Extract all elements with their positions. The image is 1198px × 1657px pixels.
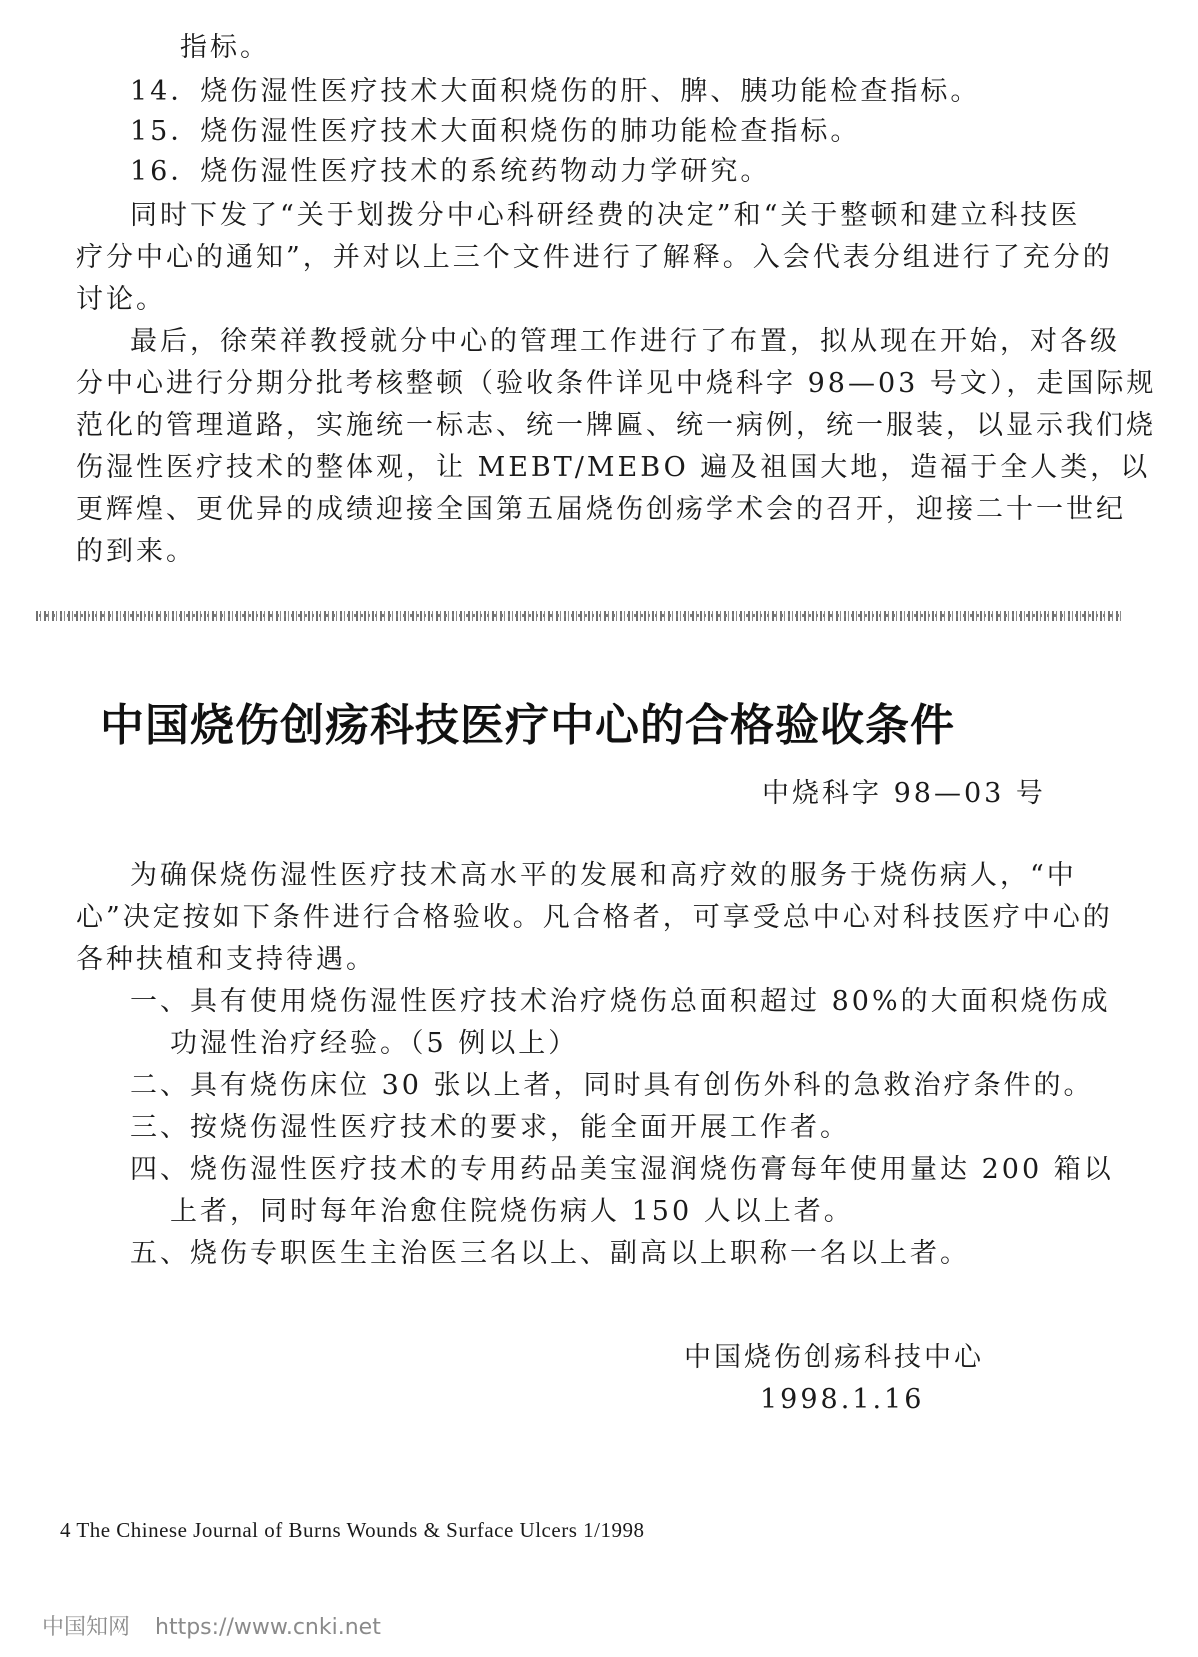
intro-line-1: 为确保烧伤湿性医疗技术高水平的发展和高疗效的服务于烧伤病人，“中 bbox=[130, 860, 1077, 891]
paragraph-management-line-3: 范化的管理道路，实施统一标志、统一牌匾、统一病例，统一服装，以显示我们烧 bbox=[76, 410, 1156, 441]
continued-list-fragment: 指标。 bbox=[180, 32, 270, 63]
list-item-14: 14．烧伤湿性医疗技术大面积烧伤的肝、脾、胰功能检查指标。 bbox=[130, 76, 981, 107]
condition-1-line-2: 功湿性治疗经验。（5 例以上） bbox=[170, 1028, 579, 1059]
intro-line-3: 各种扶植和支持待遇。 bbox=[76, 944, 376, 975]
paragraph-management-line-1: 最后，徐荣祥教授就分中心的管理工作进行了布置，拟从现在开始，对各级 bbox=[130, 326, 1120, 357]
page-footer: 4 The Chinese Journal of Burns Wounds & Surface Ulcers 1/1998 bbox=[60, 1518, 645, 1542]
condition-5: 五、烧伤专职医生主治医三名以上、副高以上职称一名以上者。 bbox=[130, 1238, 970, 1269]
condition-2: 二、具有烧伤床位 30 张以上者，同时具有创伤外科的急救治疗条件的。 bbox=[130, 1070, 1094, 1101]
paragraph-management-line-5: 更辉煌、更优异的成绩迎接全国第五届烧伤创疡学术会的召开，迎接二十一世纪 bbox=[76, 494, 1126, 525]
intro-line-2: 心”决定按如下条件进行合格验收。凡合格者，可享受总中心对科技医疗中心的 bbox=[76, 902, 1113, 933]
watermark-url: https://www.cnki.net bbox=[155, 1615, 381, 1640]
list-item-15: 15．烧伤湿性医疗技术大面积烧伤的肺功能检查指标。 bbox=[130, 116, 861, 147]
paragraph-documents-line-3: 讨论。 bbox=[76, 284, 166, 315]
paragraph-management-line-4: 伤湿性医疗技术的整体观，让 MEBT/MEBO 遍及祖国大地，造福于全人类，以 bbox=[76, 452, 1151, 483]
list-item-16: 16．烧伤湿性医疗技术的系统药物动力学研究。 bbox=[130, 156, 771, 187]
watermark-brand: 中国知网 bbox=[42, 1615, 131, 1640]
condition-4-line-2: 上者，同时每年治愈住院烧伤病人 150 人以上者。 bbox=[170, 1196, 854, 1227]
article-title: 中国烧伤创疡科技医疗中心的合格验收条件 bbox=[100, 700, 955, 751]
paragraph-management-line-6: 的到来。 bbox=[76, 536, 196, 567]
paragraph-documents-line-1: 同时下发了“关于划拨分中心科研经费的决定”和“关于整顿和建立科技医 bbox=[130, 200, 1081, 231]
signature-organization: 中国烧伤创疡科技中心 bbox=[684, 1342, 984, 1373]
paragraph-documents-line-2: 疗分中心的通知”，并对以上三个文件进行了解释。入会代表分组进行了充分的 bbox=[76, 242, 1113, 273]
condition-1-line-1: 一、具有使用烧伤湿性医疗技术治疗烧伤总面积超过 80%的大面积烧伤成 bbox=[130, 986, 1111, 1017]
condition-3: 三、按烧伤湿性医疗技术的要求，能全面开展工作者。 bbox=[130, 1112, 850, 1143]
signature-date: 1998.1.16 bbox=[760, 1384, 925, 1415]
condition-4-line-1: 四、烧伤湿性医疗技术的专用药品美宝湿润烧伤膏每年使用量达 200 箱以 bbox=[130, 1154, 1114, 1185]
paragraph-management-line-2: 分中心进行分期分批考核整顿（验收条件详见中烧科字 98—03 号文），走国际规 bbox=[76, 368, 1157, 399]
watermark bbox=[42, 1610, 399, 1641]
document-number: 中烧科字 98—03 号 bbox=[762, 778, 1046, 809]
decorative-divider bbox=[36, 611, 1124, 621]
